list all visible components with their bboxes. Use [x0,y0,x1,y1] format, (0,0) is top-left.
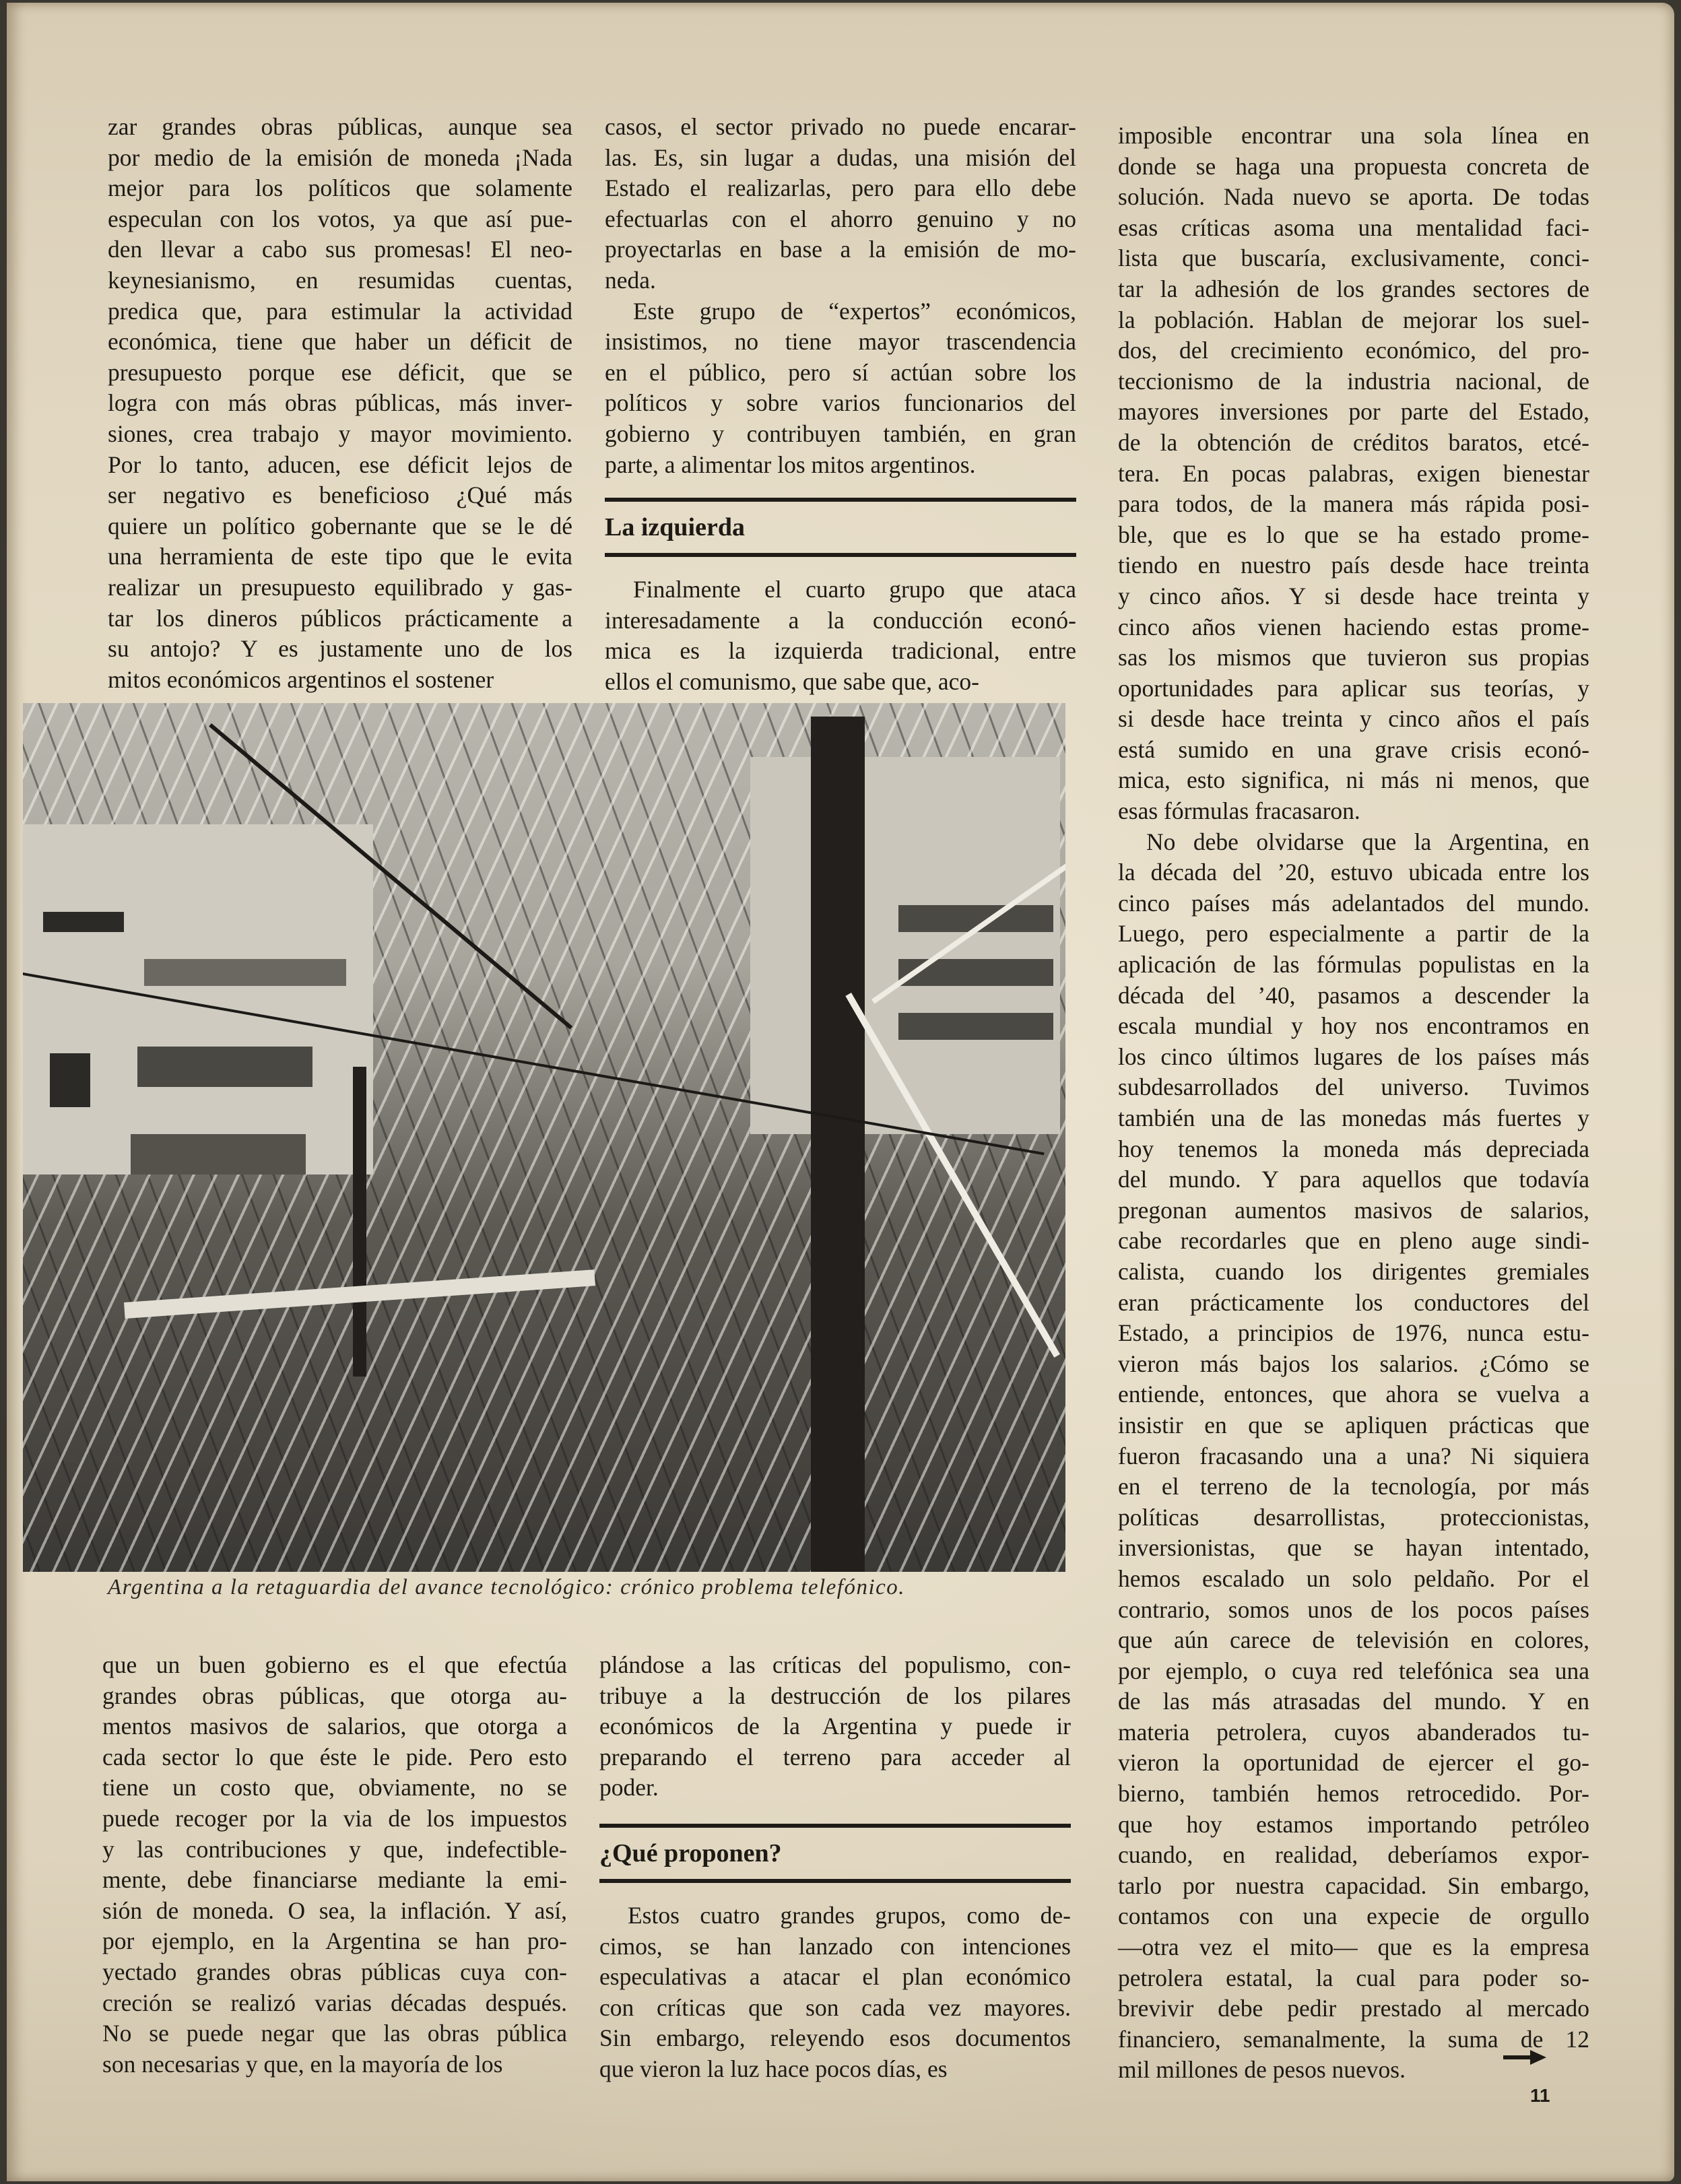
text-line: ser negativo es beneficioso ¿Qué más [108,482,572,509]
section-heading-izquierda: La izquierda [605,513,745,542]
text-line: los cinco últimos lugares de los países más [1118,1043,1589,1070]
text-line: imposible encontrar una sola línea en [1118,122,1589,149]
column-2-top [605,112,1076,698]
text-line: la década del ’20, estuvo ubicada entre los [1118,859,1589,886]
text-line: de la obtención de créditos baratos, etcé- [1118,428,1589,456]
text-line: tarlo por nuestra capacidad. Sin embargo, [1118,1872,1589,1899]
text-line: oportunidades para aplicar sus teorías, y [1118,674,1589,702]
text-line: contamos con una expecie de orgullo [1118,1902,1589,1930]
text-line: mentos masivos de salarios, que otorga a [102,1713,567,1740]
text-line: vieron la oportunidad de ejercer el go- [1118,1749,1589,1777]
text-line: grandes obras públicas, que otorga au- [102,1682,567,1709]
text-line: políticos y sobre varios funcionarios del [605,389,1076,417]
text-line: mayores inversiones por parte del Estado, [1118,398,1589,426]
text-line: lista que buscaría, exclusivamente, conci- [1118,244,1589,272]
photo-window [898,1013,1053,1040]
text-line: —otra vez el mito— que es la empresa [1118,1933,1589,1961]
text-line: que aún carece de televisión en colores, [1118,1626,1589,1654]
text-line: inversionistas, que se hayan intentado, [1118,1534,1589,1562]
paragraph [102,1650,567,2080]
paragraph [599,1650,1071,1804]
heading-rule-bottom [599,1879,1071,1883]
text-line: zar grandes obras públicas, aunque sea [108,113,572,140]
paragraph [605,112,1076,296]
text-line: financiero, semanalmente, la suma de 12 [1118,2025,1589,2053]
text-line: mil millones de pesos nuevos. [1118,2056,1406,2084]
text-line: Finalmente el cuarto grupo que ataca [633,576,1076,603]
column-1-bottom [102,1650,567,2080]
column-3 [1118,121,1589,2086]
text-line: Este grupo de “expertos” económicos, [633,297,1076,325]
photo-window [144,959,346,986]
text-line: subdesarrollados del universo. Tuvimos [1118,1073,1589,1101]
text-line: logra con más obras públicas, más inver- [108,389,572,417]
text-line: aplicación de las fórmulas populistas en la [1118,951,1589,979]
text-line: especulativas a atacar el plan económico [599,1963,1071,1991]
heading-rule-bottom [605,553,1076,557]
text-line: cada sector lo que éste le pide. Pero esto [102,1743,567,1771]
text-line: esas críticas asoma una mentalidad faci- [1118,213,1589,241]
text-line: tribuye a la destrucción de los pilares [599,1682,1071,1709]
text-line: insistimos, no tiene mayor trascendencia [605,328,1076,356]
text-line: Estado, a principios de 1976, nunca estu- [1118,1319,1589,1347]
magazine-page [7,3,1674,2181]
text-line: por ejemplo, en la Argentina se han pro- [102,1927,567,1955]
text-line: mejor para los políticos que solamente [108,174,572,202]
text-line: calista, cuando los dirigentes gremiales [1118,1257,1589,1285]
text-line: bierno, también hemos retrocedido. Por- [1118,1780,1589,1808]
text-line: tar la adhesión de los grandes sectores de [1118,275,1589,302]
text-line: yectado grandes obras públicas cuya con- [102,1958,567,1985]
text-line: y cinco años. Y si desde hace treinta y [1118,582,1589,609]
photo-window [131,1134,306,1174]
text-line: con críticas que son cada vez mayores. [599,1993,1071,2021]
text-line: su antojo? Y es justamente uno de los [108,635,572,663]
photo-window [43,912,124,932]
text-line: esas fórmulas fracasaron. [1118,797,1360,825]
text-line: políticas desarrollistas, proteccionistas, [1118,1503,1589,1531]
text-line: hemos escalado un solo peldaño. Por el [1118,1564,1589,1592]
text-line: insistir en que se apliquen prácticas que [1118,1411,1589,1438]
photo-caption: Argentina a la retaguardia del avance tecnológico: crónico problema telefónico. [108,1575,906,1599]
text-line: casos, el sector privado no puede encarar- [605,113,1076,140]
paragraph [605,296,1076,481]
text-line: teccionismo de la industria nacional, de [1118,367,1589,395]
text-line: cabe recordarles que en pleno auge sindi- [1118,1227,1589,1255]
text-line: cimos, se han lanzado con intenciones [599,1932,1071,1960]
text-line: Luego, pero especialmente a partir de la [1118,920,1589,948]
text-line: siones, crea trabajo y mayor movimiento. [108,420,572,447]
paragraph [1118,827,1589,2086]
text-line: poder. [599,1774,659,1801]
text-line: escala mundial y hoy nos encontramos en [1118,1012,1589,1040]
text-line: quiere un político gobernante que se le dé [108,512,572,539]
text-line: del mundo. Y para aquellos que todavía [1118,1166,1589,1193]
text-line: por medio de la emisión de moneda ¡Nada [108,143,572,171]
text-line: especulan con los votos, ya que así pue- [108,205,572,232]
text-line: predica que, para estimular la actividad [108,297,572,325]
text-line: efectuarlas con el ahorro genuino y no [605,205,1076,232]
text-line: Estado el realizarlas, pero para ello debe [605,174,1076,202]
text-line: solución. Nada nuevo se aporta. De todas [1118,183,1589,211]
text-line: creción se realizó varias décadas después. [102,1989,567,2016]
text-line: puede recoger por la via de los impuestos [102,1804,567,1832]
photo-building-right [750,757,1060,1134]
text-line: las. Es, sin lugar a dudas, una misión del [605,143,1076,171]
text-line: también una de las monedas más fuertes y [1118,1104,1589,1131]
text-line: contrario, somos unos de los pocos países [1118,1595,1589,1623]
text-line: en el terreno de la tecnología, por más [1118,1473,1589,1500]
text-line: que hoy estamos importando petróleo [1118,1810,1589,1838]
arrow-right-icon [1503,2050,1546,2065]
text-line: la población. Hablan de mejorar los suel- [1118,306,1589,333]
photo-window [137,1047,312,1087]
text-line: preparando el terreno para acceder al [599,1743,1071,1771]
paragraph [108,112,572,695]
text-line: realizar un presupuesto equilibrado y gas- [108,573,572,601]
photo-pole [353,1067,366,1377]
text-line: tiene un costo que, obviamente, no se [102,1774,567,1801]
text-line: plándose a las críticas del populismo, con- [599,1651,1071,1678]
text-line: brevivir debe pedir prestado al mercado [1118,1995,1589,2022]
text-line: cuando, en realidad, deberíamos expor- [1118,1841,1589,1869]
text-line: keynesianismo, en resumidas cuentas, [108,266,572,294]
text-line: Sin embargo, releyendo esos documentos [599,2024,1071,2052]
text-line: sas los mismos que tuvieron sus propias [1118,644,1589,671]
photo-window [898,959,1053,986]
text-line: sión de moneda. O sea, la inflación. Y así, [102,1896,567,1924]
column-1-top [108,112,572,695]
text-line: No debe olvidarse que la Argentina, en [1146,828,1589,855]
text-line: tar los dineros públicos prácticamente a [108,604,572,632]
text-line: y las contribuciones y que, indefectible- [102,1835,567,1863]
text-line: fueron fracasando una a una? Ni siquiera [1118,1442,1589,1469]
text-line: neda. [605,266,656,294]
paragraph [605,574,1076,697]
column-2-bottom [599,1650,1071,2085]
photo-window [50,1053,90,1107]
text-line: de las más atrasadas del mundo. Y en [1118,1688,1589,1715]
text-line: Estos cuatro grandes grupos, como de- [628,1901,1071,1929]
text-line: económicos de la Argentina y puede ir [599,1713,1071,1740]
text-line: materia petrolera, cuyos abanderados tu- [1118,1718,1589,1746]
page-number: 11 [1530,2085,1550,2106]
text-line: una herramienta de este tipo que le evita [108,543,572,570]
text-line: eran prácticamente los conductores del [1118,1288,1589,1316]
text-line: que vieron la luz hace pocos días, es [599,2055,948,2082]
text-line: cinco años vienen haciendo estas prome- [1118,613,1589,640]
text-line: vieron más bajos los salarios. ¿Cómo se [1118,1350,1589,1377]
paragraph [1118,121,1589,827]
photo-building-left [23,824,373,1174]
text-line: petrolera estatal, la cual para poder so- [1118,1964,1589,1991]
text-line: mitos económicos argentinos el sostener [108,665,494,693]
text-line: donde se haga una propuesta concreta de [1118,152,1589,180]
text-line: proyectarlas en base a la emisión de mo- [605,236,1076,263]
text-line: cinco países más adelantados del mundo. [1118,889,1589,917]
text-line: presupuesto porque ese déficit, que se [108,358,572,386]
text-line: para todos, de la manera más rápida posi- [1118,490,1589,518]
photo-pole [811,717,865,1572]
text-line: ble, que es lo que se ha estado prome- [1118,521,1589,548]
text-line: parte, a alimentar los mitos argentinos. [605,451,976,478]
photo-telephone-cables [23,703,1065,1572]
text-line: interesadamente a la conducción econó- [605,606,1076,634]
section-heading-block [599,1824,1071,1883]
text-line: tiendo en nuestro país desde hace treinta [1118,552,1589,579]
text-line: gobierno y contribuyen también, en gran [605,420,1076,447]
paragraph [599,1900,1071,2085]
text-line: No se puede negar que las obras pública [102,2020,567,2047]
text-line: hoy tenemos la moneda más depreciada [1118,1135,1589,1162]
text-line: década del ’40, pasamos a descender la [1118,981,1589,1009]
text-line: entiende, entonces, que ahora se vuelva a [1118,1381,1589,1408]
text-line: en el público, pero sí actúan sobre los [605,358,1076,386]
text-line: económica, tiene que haber un déficit de [108,328,572,356]
text-line: ellos el comunismo, que sabe que, aco- [605,667,980,695]
text-line: tera. En pocas palabras, exigen bienestar [1118,459,1589,487]
text-line: dos, del crecimiento económico, del pro- [1118,337,1589,364]
text-line: mica es la izquierda tradicional, entre [605,637,1076,665]
text-line: por ejemplo, o cuya red telefónica sea una [1118,1657,1589,1684]
text-line: son necesarias y que, en la mayoría de los [102,2050,503,2078]
section-heading-block [605,498,1076,557]
text-line: Por lo tanto, aducen, ese déficit lejos de [108,451,572,478]
text-line: den llevar a cabo sus promesas! El neo- [108,236,572,263]
section-heading-proponen: ¿Qué proponen? [599,1839,782,1867]
text-line: mente, debe financiarse mediante la emi- [102,1866,567,1894]
text-line: está sumido en una grave crisis econó- [1118,735,1589,763]
text-line: si desde hace treinta y cinco años el país [1118,705,1589,733]
text-line: mica, esto significa, ni más ni menos, que [1118,766,1589,794]
text-line: pregonan aumentos masivos de salarios, [1118,1196,1589,1224]
text-line: que un buen gobierno es el que efectúa [102,1651,567,1678]
